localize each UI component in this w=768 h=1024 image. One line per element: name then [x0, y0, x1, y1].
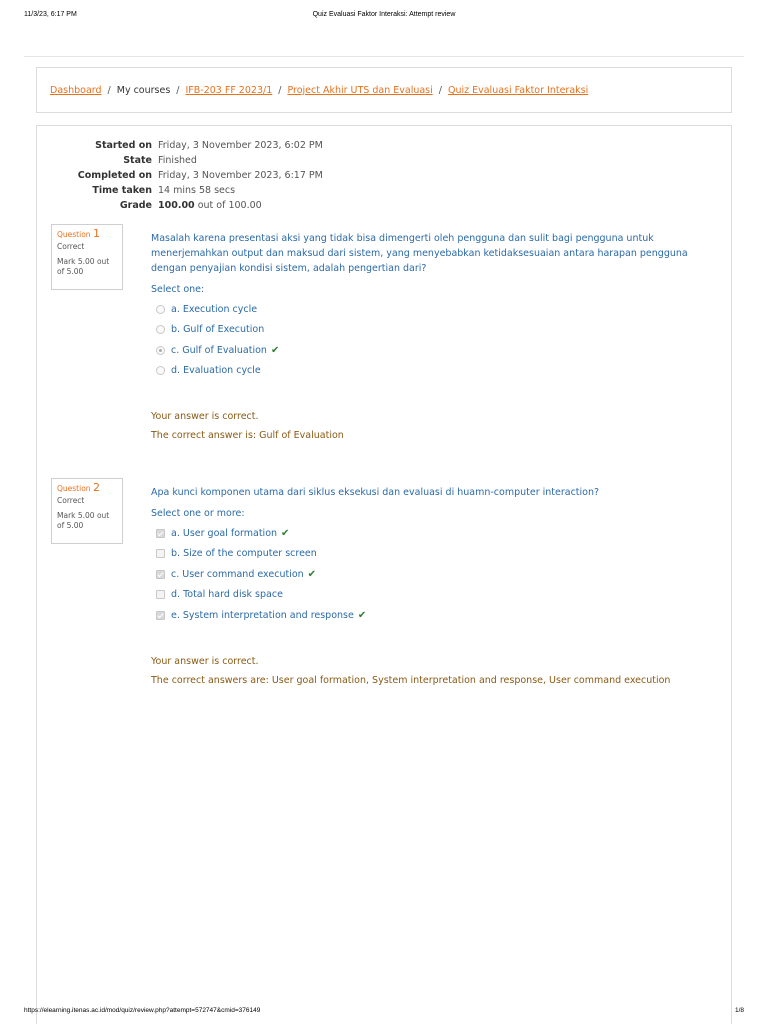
answer-label: b. Gulf of Execution: [171, 324, 265, 336]
checkbox-checked[interactable]: [156, 570, 165, 579]
answer-option: [151, 340, 711, 361]
right-answer-text: The correct answers are: User goal formation, System interpretation and response, User command execution: [151, 674, 671, 686]
feedback-text: Your answer is correct.: [151, 411, 259, 422]
breadcrumb-dashboard-link[interactable]: Dashboard: [50, 85, 102, 96]
started-label: Started on: [95, 140, 152, 151]
completed-value: Friday, 3 November 2023, 6:17 PM: [158, 170, 323, 181]
answer-list: [151, 523, 711, 626]
question-label: Question: [57, 230, 91, 239]
answer-option: [151, 564, 711, 585]
question-number-value: 2: [92, 481, 100, 494]
radio-button[interactable]: [156, 366, 165, 375]
radio-button[interactable]: [156, 305, 165, 314]
answer-list: [151, 299, 711, 381]
question-mark: Mark 5.00 out of 5.00: [57, 511, 110, 530]
question-feedback: [151, 656, 711, 694]
time-taken-label: Time taken: [92, 185, 152, 196]
print-title: Quiz Evaluasi Faktor Interaksi: Attempt review: [312, 11, 456, 18]
breadcrumb-section-link[interactable]: Project Akhir UTS dan Evaluasi: [287, 85, 433, 96]
question-content: [151, 231, 711, 449]
question-number-value: 1: [92, 227, 100, 240]
correct-check-icon: ✔: [307, 568, 317, 580]
grade-label: Grade: [119, 200, 152, 211]
breadcrumb-course-link[interactable]: IFB-203 FF 2023/1: [185, 85, 273, 96]
checkbox-checked[interactable]: [156, 529, 165, 538]
breadcrumb-quiz-link[interactable]: Quiz Evaluasi Faktor Interaksi: [447, 85, 589, 96]
question-content: [151, 485, 711, 694]
checkbox[interactable]: [156, 590, 165, 599]
correct-check-icon: ✔: [281, 527, 290, 539]
answer-option: [151, 523, 711, 544]
question-number: [57, 483, 117, 494]
breadcrumb-separator: /: [107, 85, 111, 96]
grade-score: 100.00: [158, 200, 195, 211]
grade-value: [158, 200, 262, 211]
state-label: State: [123, 155, 152, 166]
print-header: [24, 11, 744, 23]
answer-label: b. Size of the computer screen: [171, 548, 317, 560]
grade-out-of: out of 100.00: [197, 200, 262, 211]
breadcrumb-separator: /: [438, 85, 442, 96]
answer-label: c. User command execution: [171, 568, 304, 580]
answer-label: a. Execution cycle: [171, 303, 258, 315]
divider: [24, 56, 744, 57]
print-date: 11/3/23, 6:17 PM: [24, 11, 77, 18]
answer-option: [151, 361, 711, 382]
print-url: https://elearning.itenas.ac.id/mod/quiz/review.php?attempt=572747&cmid=376149: [24, 1007, 261, 1014]
answer-option: [151, 605, 711, 626]
radio-button[interactable]: [156, 325, 165, 334]
quiz-review-region: [36, 125, 732, 1024]
print-page-number: 1/8: [734, 1007, 744, 1014]
started-value: Friday, 3 November 2023, 6:02 PM: [158, 140, 323, 151]
time-taken-value: 14 mins 58 secs: [158, 185, 236, 196]
answer-option: [151, 585, 711, 606]
right-answer-text: The correct answer is: Gulf of Evaluation: [151, 430, 344, 441]
answer-option: [151, 320, 711, 341]
correct-check-icon: ✔: [270, 344, 280, 356]
question-feedback: [151, 411, 711, 449]
question-state: Correct: [57, 242, 85, 251]
checkbox[interactable]: [156, 549, 165, 558]
feedback-text: Your answer is correct.: [151, 655, 259, 667]
question-prompt: Select one:: [151, 284, 205, 295]
breadcrumb-box: [36, 67, 732, 113]
question-prompt: Select one or more:: [151, 508, 245, 519]
question-text: Apa kunci komponen utama dari siklus eksekusi dan evaluasi di huamn-computer interaction?: [151, 487, 600, 498]
question-state: Correct: [57, 496, 85, 505]
completed-label: Completed on: [77, 170, 152, 181]
question-label: Question: [57, 484, 91, 493]
correct-check-icon: ✔: [357, 609, 367, 621]
print-footer: [24, 1007, 744, 1019]
question-info: [51, 478, 123, 544]
question-number: [57, 229, 117, 240]
answer-label: d. Evaluation cycle: [171, 365, 261, 377]
state-value: Finished: [158, 155, 197, 166]
answer-option: [151, 544, 711, 565]
answer-label: a. User goal formation: [171, 527, 278, 539]
breadcrumb-my-courses: My courses: [116, 85, 171, 96]
checkbox-checked[interactable]: [156, 611, 165, 620]
breadcrumb-separator: /: [278, 85, 282, 96]
attempt-summary: [37, 140, 437, 215]
answer-option: [151, 299, 711, 320]
radio-button-selected[interactable]: [156, 346, 165, 355]
question-mark: Mark 5.00 out of 5.00: [57, 257, 110, 276]
breadcrumb-separator: /: [176, 85, 180, 96]
question-info: [51, 224, 123, 290]
answer-label: e. System interpretation and response: [171, 609, 354, 621]
answer-label: d. Total hard disk space: [171, 589, 283, 601]
answer-label: c. Gulf of Evaluation: [171, 344, 267, 356]
question-text: Masalah karena presentasi aksi yang tidak bisa dimengerti oleh pengguna dan sulit bagi pengguna untuk menerjemahkan output dan maksud dari sistem, yang menyebabkan ketidaksesuaian antara harapan pengguna dengan penyajian kondisi sistem, adalah pengertian dari?: [151, 233, 688, 274]
breadcrumb: [50, 85, 588, 96]
